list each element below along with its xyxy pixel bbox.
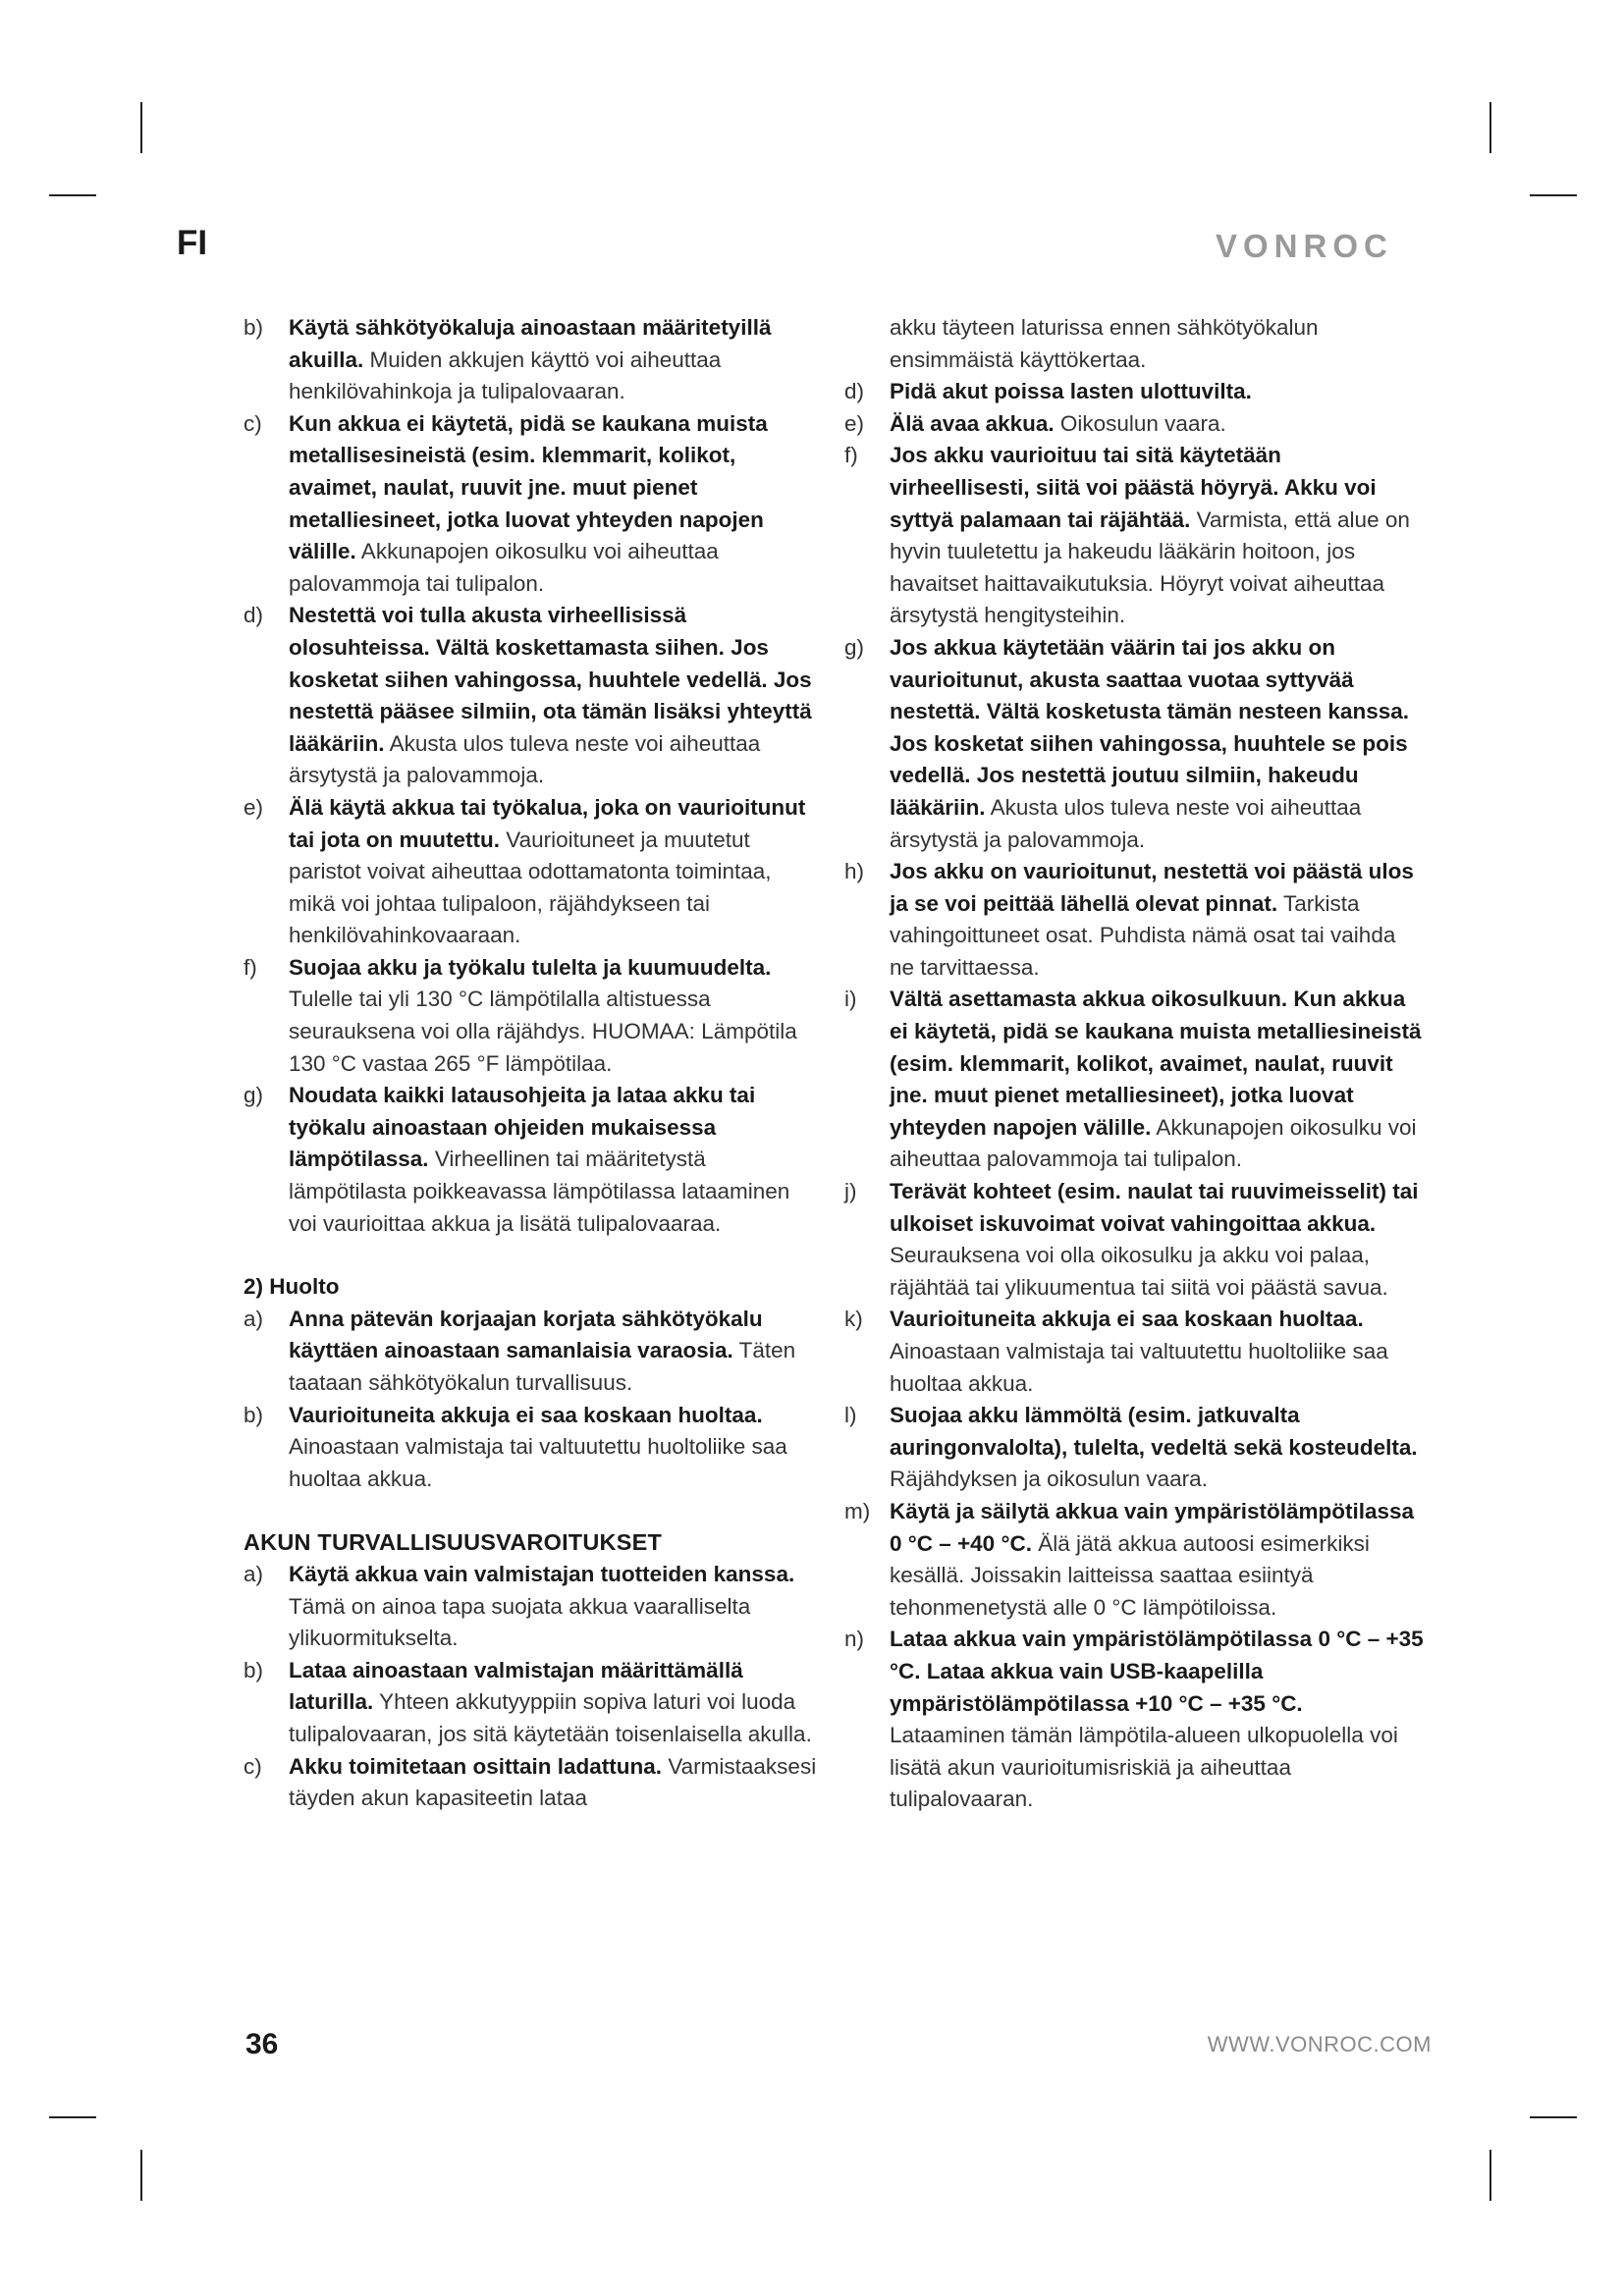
item-label: i) [844, 987, 857, 1012]
item-text: Räjähdyksen ja oikosulun vaara. [890, 1467, 1208, 1492]
list-item [844, 1496, 1424, 1624]
item-label: f) [244, 954, 257, 980]
list-item [844, 1400, 1424, 1496]
item-text: Vaurioituneet ja muutetut paristot voivat aiheuttaa odottamatonta toimintaa, mikä voi johtaa tulipaloon, räjähdykseen tai henkilövahinkovaaraan. [289, 827, 772, 948]
list-item [244, 1559, 823, 1655]
item-bold-text: Pidä akut poissa lasten ulottuvilta. [890, 379, 1252, 404]
item-label: c) [244, 410, 262, 436]
item-bold-text: Lataa ainoastaan valmistajan määrittämällä laturilla. [289, 1657, 743, 1715]
item-label: g) [244, 1083, 264, 1108]
item-text: Ainoastaan valmistaja tai valtuutettu huoltoliike saa huoltaa akkua. [890, 1339, 1388, 1396]
item-text: Yhteen akkutyyppiin sopiva laturi voi luoda tulipalovaaran, jos sitä käytetään toisenlaisella akulla. [289, 1689, 812, 1746]
crop-mark [140, 2150, 142, 2201]
item-text: Lataaminen tämän lämpötila-alueen ulkopuolella voi lisätä akun vaurioitumisriskiä ja aiheuttaa tulipalovaaran. [890, 1723, 1398, 1812]
left-column [244, 312, 823, 1815]
item-text: Varmistaaksesi täyden akun kapasiteetin lataa [289, 1753, 817, 1811]
item-bold-text: Suojaa akku ja työkalu tulelta ja kuumuudelta. [289, 954, 772, 980]
item-bold-text: Älä avaa akkua. [890, 410, 1055, 436]
item-text: Älä jätä akkua autoosi esimerkiksi kesällä. Joissakin laitteissa saattaa esiintyä tehonmenetystä alle 0 °C lämpötiloissa. [890, 1530, 1370, 1620]
item-bold-text: Lataa akkua vain ympäristölämpötilassa 0 °C – +35 °C. Lataa akkua vain USB-kaapelilla ympäristölämpötilassa +10 °C – +35 °C. [890, 1627, 1424, 1716]
list-item [844, 408, 1424, 441]
item-label: c) [244, 1753, 262, 1779]
item-bold-text: Akku toimitetaan osittain ladattuna. [289, 1753, 663, 1779]
crop-mark [1530, 2116, 1577, 2118]
item-label: h) [844, 859, 865, 884]
list-item [844, 984, 1424, 1176]
list-item [244, 408, 823, 601]
item-label: e) [844, 410, 865, 436]
item-text: akku täyteen laturissa ennen sähkötyökalun ensimmäistä käyttökertaa. [890, 315, 1319, 372]
brand-logo: VONROC [1216, 228, 1393, 264]
footer-url: WWW.VONROC.COM [1207, 2032, 1432, 2056]
item-bold-text: Vältä asettamasta akkua oikosulkuun. Kun akkua ei käytetä, pidä se kaukana muista metalliesineistä (esim. klemmarit, kolikot, avaimet, naulat, ruuvit jne. muut pienet metalliesineet), jotka luovat yhteyden napojen välille. [890, 987, 1422, 1140]
spacer [244, 1495, 823, 1526]
list-item [844, 440, 1424, 632]
item-text: Tulelle tai yli 130 °C lämpötilalla altistuessa seurauksena voi olla räjähdys. HUOMAA: Lämpötila 130 °C vastaa 265 °F lämpötilaa. [289, 987, 797, 1076]
item-label: l) [844, 1403, 857, 1428]
item-bold-text: Anna pätevän korjaajan korjata sähkötyökalu käyttäen ainoastaan samanlaisia varaosia. [289, 1306, 763, 1363]
item-bold-text: Jos akkua käytetään väärin tai jos akku on vaurioitunut, akusta saattaa vuotaa syttyvää nestettä. Vältä kosketusta tämän nesteen kanssa. Jos kosketat siihen vahingossa, huuhtele se pois vedellä. Jos nestettä joutuu silmiin, hakeudu lääkäriin. [890, 634, 1409, 820]
item-label: a) [244, 1561, 264, 1586]
list-item [844, 312, 1424, 376]
page-number: 36 [245, 2028, 279, 2060]
crop-mark [140, 102, 142, 153]
item-label: d) [244, 603, 264, 628]
list-item [244, 952, 823, 1080]
crop-mark [1489, 102, 1491, 153]
item-text: Akusta ulos tuleva neste voi aiheuttaa ärsytystä ja palovammoja. [890, 794, 1362, 852]
language-code: FI [177, 224, 208, 262]
item-bold-text: Käytä akkua vain valmistajan tuotteiden kanssa. [289, 1561, 795, 1586]
item-text: Virheellinen tai määritetystä lämpötilasta poikkeavassa lämpötilassa lataaminen voi vaurioittaa akkua ja lisätä tulipalovaaraa. [289, 1147, 790, 1236]
list-item [244, 1655, 823, 1751]
item-text: Oikosulun vaara. [1054, 410, 1226, 436]
crop-mark [1530, 194, 1577, 196]
item-label: m) [844, 1498, 871, 1523]
spacer [244, 1240, 823, 1271]
item-text: Akkunapojen oikosulku voi aiheuttaa palovammoja tai tulipalon. [890, 1114, 1417, 1172]
item-text: Täten taataan sähkötyökalun turvallisuus. [289, 1338, 796, 1395]
item-label: g) [844, 634, 865, 660]
right-column [844, 312, 1424, 1816]
item-label: a) [244, 1306, 264, 1331]
item-bold-text: Terävät kohteet (esim. naulat tai ruuvimeisselit) tai ulkoiset iskuvoimat voivat vahingoittaa akkua. [890, 1179, 1419, 1236]
item-label: n) [844, 1627, 865, 1652]
item-bold-text: Käytä ja säilytä akkua vain ympäristölämpötilassa 0 °C – +40 °C. [890, 1498, 1415, 1556]
crop-mark [1489, 2150, 1491, 2201]
item-label: d) [844, 379, 865, 404]
list-item [244, 1080, 823, 1240]
item-bold-text: Käytä sähkötyökaluja ainoastaan määritetyillä akuilla. [289, 315, 772, 372]
list-item [244, 792, 823, 952]
item-bold-text: Suojaa akku lämmöltä (esim. jatkuvalta auringonvalolta), tulelta, vedeltä sekä kosteudelta. [890, 1403, 1418, 1460]
item-label: b) [244, 315, 264, 340]
item-bold-text: Vaurioituneita akkuja ei saa koskaan huoltaa. [289, 1402, 763, 1427]
list-item [844, 856, 1424, 984]
item-bold-text: Vaurioituneita akkuja ei saa koskaan huoltaa. [890, 1307, 1364, 1332]
item-text: Muiden akkujen käyttö voi aiheuttaa henkilövahinkoja ja tulipalovaaran. [289, 347, 722, 404]
list-item [844, 632, 1424, 856]
item-label: b) [244, 1402, 264, 1427]
list-item [244, 312, 823, 408]
item-label: j) [844, 1179, 857, 1204]
item-text: Ainoastaan valmistaja tai valtuutettu huoltoliike saa huoltaa akkua. [289, 1434, 787, 1491]
item-bold-text: Kun akkua ei käytetä, pidä se kaukana muista metallisesineistä (esim. klemmarit, kolikot, avaimet, naulat, ruuvit jne. muut pienet metalliesineet, jotka luovat yhteyden napojen välille. [289, 410, 768, 564]
section-subheading: 2) Huolto [244, 1274, 340, 1300]
item-bold-text: Jos akku vaurioituu tai sitä käytetään virheellisesti, siitä voi päästä höyryä. Akku voi syttyä palamaan tai räjähtää. [890, 443, 1377, 532]
list-item [844, 1304, 1424, 1400]
list-item [244, 600, 823, 792]
item-text: Seurauksena voi olla oikosulku ja akku voi palaa, räjähtää tai ylikuumentua tai siitä voi päästä savua. [890, 1243, 1388, 1300]
item-text: Varmista, että alue on hyvin tuuletettu ja hakeudu lääkärin hoitoon, jos havaitset haittavaikutuksia. Höyryt voivat aiheuttaa ärsytystä hengitysteihin. [890, 507, 1410, 628]
item-label: f) [844, 443, 858, 468]
item-text: Tarkista vahingoittuneet osat. Puhdista nämä osat tai vaihda ne tarvittaessa. [890, 890, 1396, 980]
list-item [244, 1304, 823, 1400]
section-heading: AKUN TURVALLISUUSVAROITUKSET [244, 1529, 662, 1556]
item-bold-text: Jos akku on vaurioitunut, nestettä voi päästä ulos ja se voi peittää lähellä olevat pinnat. [890, 859, 1414, 916]
item-bold-text: Noudata kaikki latausohjeita ja lataa akku tai työkalu ainoastaan ohjeiden mukaisessa lämpötilassa. [289, 1083, 756, 1172]
item-bold-text: Älä käytä akkua tai työkalua, joka on vaurioitunut tai jota on muutettu. [289, 794, 806, 852]
list-item [844, 1624, 1424, 1816]
item-label: e) [244, 794, 264, 820]
item-text: Akkunapojen oikosulku voi aiheuttaa palovammoja tai tulipalon. [289, 539, 719, 596]
list-item [844, 1176, 1424, 1304]
item-text: Akusta ulos tuleva neste voi aiheuttaa ärsytystä ja palovammoja. [289, 730, 761, 788]
crop-mark [49, 2116, 96, 2118]
item-label: b) [244, 1657, 264, 1682]
list-item [844, 376, 1424, 408]
item-text: Tämä on ainoa tapa suojata akkua vaaralliselta ylikuormitukselta. [289, 1593, 751, 1651]
list-item [244, 1400, 823, 1496]
item-label: k) [844, 1307, 863, 1332]
crop-mark [49, 194, 96, 196]
list-item [244, 1751, 823, 1815]
item-bold-text: Nestettä voi tulla akusta virheellisissä olosuhteissa. Vältä koskettamasta siihen. Jos kosketat siihen vahingossa, huuhtele vedellä. Jos nestettä pääsee silmiin, ota tämän lisäksi yhteyttä lääkäriin. [289, 603, 812, 756]
